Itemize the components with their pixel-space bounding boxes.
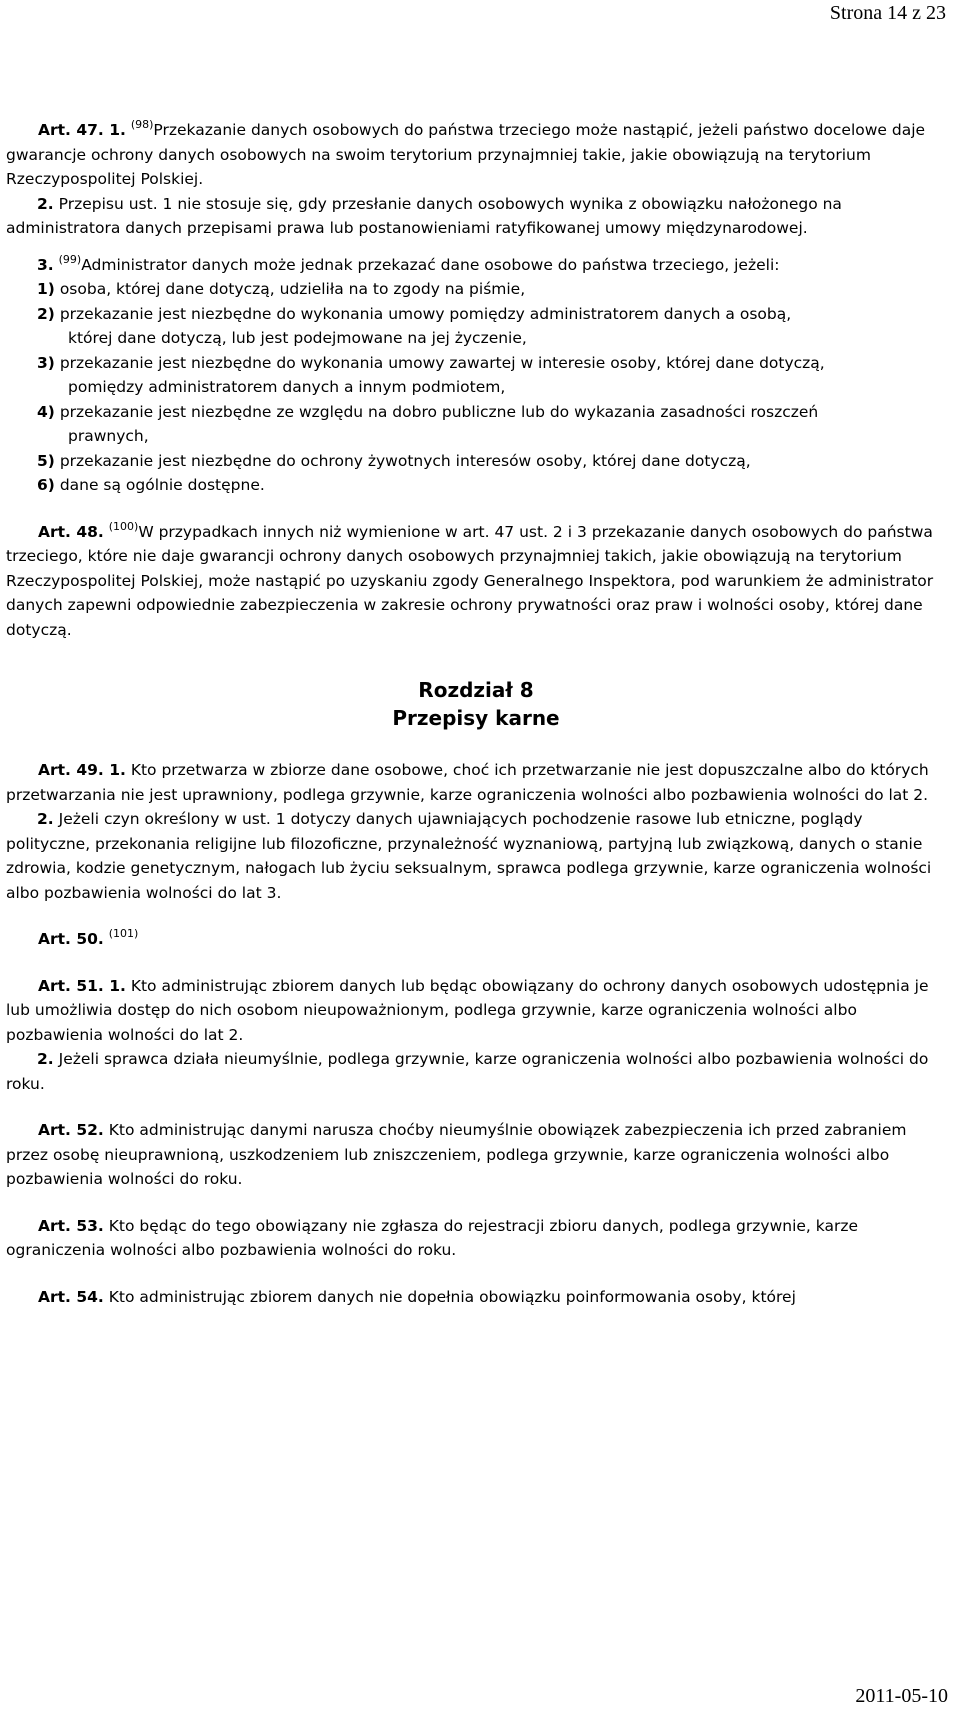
art49-par2-text: Jeżeli czyn określony w ust. 1 dotyczy danych ujawniających pochodzenie rasowe lub etniczne, poglądy polityczne, przekonania religijne lub filozoficzne, przynależność wyznaniową, partyjną lub związkową, danych o stanie zdrowia, kodzie genetycznym, nałogach lub życiu seksualnym, sprawca podlega grzywnie, karze ograniczenia wolności albo pozbawienia wolności do lat 3.	[6, 810, 932, 902]
art51-number: Art. 51. 1.	[38, 976, 126, 995]
page-number: Strona 14 z 23	[829, 2, 946, 24]
art47-number: Art. 47. 1.	[38, 121, 126, 139]
art47-par1-text: Przekazanie danych osobowych do państwa trzeciego może nastąpić, jeżeli państwo docelowe daje gwarancje ochrony danych osobowych na swoim terytorium przynajmniej takie, jakie obowiązują na terytorium Rzeczypospolitej Polskiej.	[6, 121, 926, 188]
list-item-text: przekazanie jest niezbędne ze względu na dobro publiczne lub do wykazania zasadności roszczeń	[59, 402, 819, 421]
list-item-text: dane są ogólnie dostępne.	[59, 476, 265, 494]
art50	[6, 927, 946, 952]
art47-par3-text: Administrator danych może jednak przekazać dane osobowe do państwa trzeciego, jeżeli:	[81, 255, 780, 274]
list-item-text: przekazanie jest niezbędne do wykonania umowy zawartej w interesie osoby, której dane dotyczą,	[59, 353, 825, 372]
list-item-continuation: której dane dotyczą, lub jest podejmowane na jej życzenie,	[68, 329, 527, 347]
footer-date: 2011-05-10	[855, 1685, 948, 1707]
art51-par2-number: 2.	[37, 1050, 54, 1068]
footnote-ref: (101)	[108, 927, 139, 940]
art51-par2	[6, 1047, 946, 1096]
list-item	[37, 400, 946, 425]
art49-par2-number: 2.	[37, 810, 54, 828]
list-item-continuation: pomiędzy administratorem danych a innym podmiotem,	[68, 378, 506, 396]
list-item-text: przekazanie jest niezbędne do ochrony żywotnych interesów osoby, której dane dotyczą,	[59, 451, 751, 470]
art52-text: Kto administrując danymi narusza choćby nieumyślnie obowiązek zabezpieczenia ich przed zabraniem przez osobę nieuprawnioną, uszkodzeniem lub zniszczeniem, podlega grzywnie, karze ograniczenia wolności albo pozbawienia wolności do roku.	[6, 1121, 907, 1188]
art48-text: W przypadkach innych niż wymienione w art. 47 ust. 2 i 3 przekazanie danych osobowych do państwa trzeciego, które nie daje gwarancji ochrony danych osobowych przynajmniej takich, jakie obowiązują na terytorium Rzeczypospolitej Polskiej, może nastąpić po uzyskaniu zgody Generalnego Inspektora, pod warunkiem że administrator danych zapewni odpowiednie zabezpieczenia w zakresie ochrony prywatności oraz praw i wolności osoby, której dane dotyczą.	[6, 522, 934, 639]
art47-par3-number: 3.	[37, 255, 54, 274]
chapter-heading	[6, 676, 946, 732]
chapter-subtitle: Przepisy karne	[392, 706, 560, 730]
art49-par1-text: Kto przetwarza w zbiorze dane osobowe, choć ich przetwarzanie nie jest dopuszczalne albo do których przetwarzania nie jest uprawniony, podlega grzywnie, karze ograniczenia wolności albo pozbawienia wolności do lat 2.	[6, 761, 929, 804]
list-item	[37, 473, 946, 498]
list-item-number: 5)	[37, 451, 55, 470]
art54-text: Kto administrując zbiorem danych nie dopełnia obowiązku poinformowania osoby, której	[108, 1287, 796, 1306]
art47-par2	[6, 192, 946, 241]
chapter-title: Rozdział 8	[418, 678, 534, 702]
art50-number: Art. 50.	[38, 930, 104, 948]
list-item-continuation: prawnych,	[68, 427, 149, 445]
art51-par2-text: Jeżeli sprawca działa nieumyślnie, podlega grzywnie, karze ograniczenia wolności albo pozbawienia wolności do roku.	[6, 1050, 929, 1093]
art54	[6, 1285, 946, 1310]
list-item-number: 6)	[37, 476, 55, 494]
art53-text: Kto będąc do tego obowiązany nie zgłasza do rejestracji zbioru danych, podlega grzywnie, karze ograniczenia wolności albo pozbawienia wolności do roku.	[6, 1216, 859, 1259]
art54-number: Art. 54.	[38, 1287, 104, 1306]
art49-number: Art. 49. 1.	[38, 761, 126, 779]
list-item-number: 1)	[37, 280, 55, 298]
art47-par2-text: Przepisu ust. 1 nie stosuje się, gdy przesłanie danych osobowych wynika z obowiązku nałożonego na administratora danych przepisami prawa lub postanowieniami ratyfikowanej umowy międzynarodowej.	[6, 194, 842, 237]
art53	[6, 1214, 946, 1263]
list-item	[37, 449, 946, 474]
art49-par2	[6, 807, 946, 905]
art47-list	[6, 277, 946, 498]
art47-par3	[6, 253, 946, 278]
list-item-text: osoba, której dane dotyczą, udzieliła na to zgody na piśmie,	[59, 280, 526, 298]
art47-par2-number: 2.	[37, 194, 54, 213]
list-item	[37, 277, 946, 302]
art53-number: Art. 53.	[38, 1216, 104, 1235]
art52	[6, 1118, 946, 1192]
art48	[6, 520, 946, 643]
list-item-number: 3)	[37, 353, 55, 372]
list-item-number: 2)	[37, 304, 55, 323]
list-item	[37, 302, 946, 327]
art51-par1	[6, 974, 946, 1048]
footnote-ref: (100)	[108, 519, 139, 533]
list-item	[37, 351, 946, 376]
art51-par1-text: Kto administrując zbiorem danych lub będąc obowiązany do ochrony danych osobowych udostępnia je lub umożliwia dostęp do nich osobom nieupoważnionym, podlega grzywnie, karze ograniczenia wolności albo pozbawienia wolności do lat 2.	[6, 976, 929, 1044]
art52-number: Art. 52.	[38, 1121, 104, 1139]
document-body	[6, 118, 946, 1309]
footnote-ref: (98)	[130, 118, 154, 131]
list-item-number: 4)	[37, 402, 55, 421]
list-item-text: przekazanie jest niezbędne do wykonania umowy pomiędzy administratorem danych a osobą,	[59, 304, 792, 323]
art48-number: Art. 48.	[38, 522, 104, 541]
footnote-ref: (99)	[58, 252, 82, 266]
art47-par1	[6, 118, 946, 192]
art49-par1	[6, 758, 946, 807]
